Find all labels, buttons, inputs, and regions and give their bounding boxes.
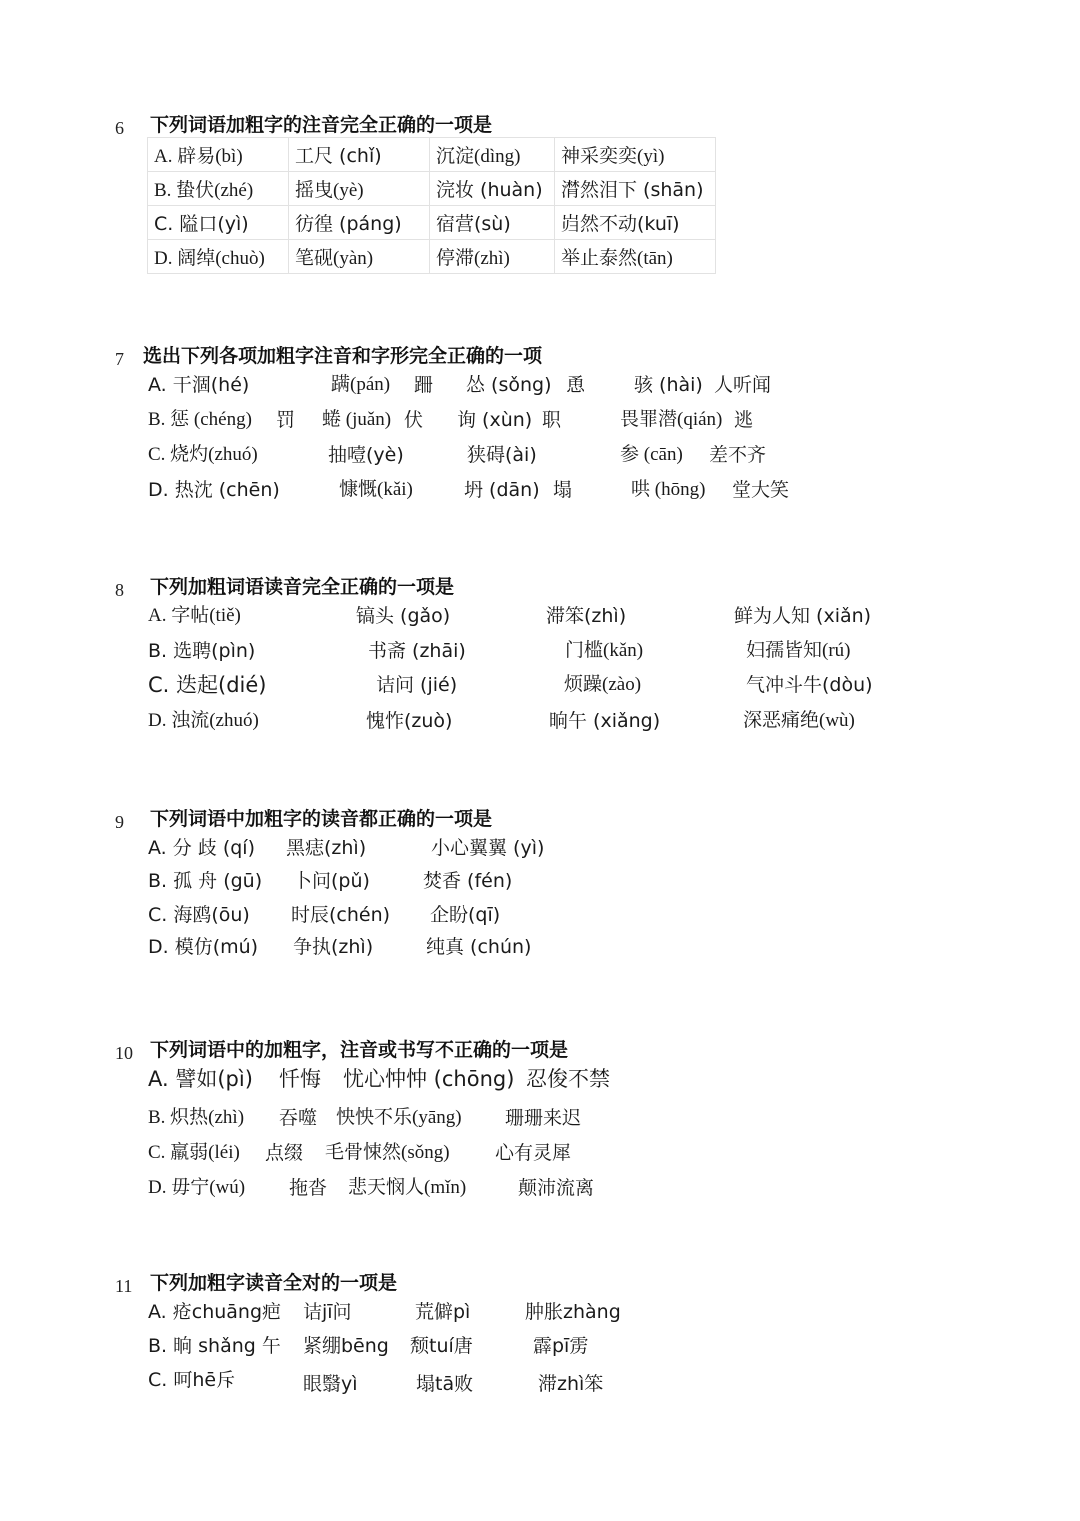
option-word: 逃 [734, 409, 754, 431]
option-c-label: C. 羸弱(léi) [148, 1142, 240, 1163]
option-word: 狭碍(ài) [467, 444, 537, 466]
option-row [0, 867, 1080, 901]
option-c-label: C. 迭起(dié) [148, 673, 267, 697]
option-word: 卜问(pǔ) [293, 870, 370, 892]
option-word: 蹒(pán) [331, 374, 391, 395]
option-word: 纯真 (chún) [426, 936, 532, 958]
option-cell: D. 阔绰(chuò) [148, 240, 289, 274]
option-row [0, 671, 1080, 705]
option-word: 堂大笑 [732, 479, 790, 501]
option-word: 小心翼翼 (yì) [431, 837, 545, 859]
option-d-label: D. 模仿(mú) [148, 936, 259, 958]
option-cell: 笔砚(yàn) [289, 240, 430, 274]
option-b-label: B. 晌 shǎng 午 [148, 1335, 281, 1357]
option-word: 差不齐 [709, 444, 767, 466]
option-row [0, 371, 1080, 405]
option-a-label: A. 字帖(tiě) [148, 605, 241, 626]
option-word: 荒僻pì [415, 1301, 471, 1323]
option-a-label: A. 干涸(hé) [148, 374, 250, 396]
option-d-label: D. 浊流(zhuó) [148, 710, 259, 731]
option-row [0, 901, 1080, 935]
option-cell: 彷徨 (páng) [289, 206, 430, 240]
question-stem: 下列词语加粗字的注音完全正确的一项是 [150, 114, 493, 136]
question-stem: 下列词语中加粗字的读音都正确的一项是 [150, 808, 493, 830]
option-word: 晌午 (xiǎng) [549, 710, 661, 732]
option-row [0, 1065, 1080, 1099]
option-a-label: A. 疮chuāng疤 [148, 1301, 282, 1323]
question-number: 9 [115, 812, 124, 832]
option-d-label: D. 热沈 (chēn) [148, 479, 280, 501]
option-b-label: B. 炽热(zhì) [148, 1107, 245, 1128]
question-number: 6 [115, 118, 124, 138]
option-word: 争执(zhì) [293, 936, 374, 958]
option-word: 霹pī雳 [533, 1335, 589, 1357]
option-word: 企盼(qī) [430, 904, 501, 926]
option-row [148, 240, 716, 274]
option-word: 塌tā败 [416, 1373, 474, 1395]
option-word: 颠沛流离 [518, 1177, 595, 1199]
option-word: 滞笨(zhì) [546, 605, 627, 627]
option-row [148, 138, 716, 172]
option-word: 悲天悯人(mǐn) [348, 1177, 467, 1198]
option-word: 颓tuí唐 [410, 1335, 473, 1357]
option-word: 诘问 (jié) [376, 674, 458, 696]
question-stem: 下列加粗词语读音完全正确的一项是 [150, 576, 455, 598]
option-word: 气冲斗牛(dòu) [746, 674, 873, 696]
option-d-label: D. 毋宁(wú) [148, 1177, 246, 1198]
option-cell: C. 隘口(yì) [148, 206, 289, 240]
option-word: 恿 [566, 374, 586, 396]
option-word: 人听闻 [714, 374, 772, 396]
option-row [0, 406, 1080, 440]
option-b-label: B. 选聘(pìn) [148, 640, 256, 662]
option-word: 哄 (hōng) [631, 479, 706, 500]
option-row [0, 933, 1080, 967]
option-word: 忍俊不禁 [526, 1067, 610, 1091]
option-row [148, 206, 716, 240]
option-word: 门槛(kǎn) [565, 640, 644, 661]
option-cell: 停滞(zhì) [430, 240, 555, 274]
option-word: 怏怏不乐(yāng) [336, 1107, 462, 1128]
option-cell: 举止泰然(tān) [555, 240, 716, 274]
option-word: 肿胀zhàng [525, 1301, 621, 1323]
question-stem: 下列词语中的加粗字，注音或书写不正确的一项是 [150, 1039, 569, 1061]
option-word: 坍 (dān) [464, 479, 540, 501]
question-number: 8 [115, 580, 124, 600]
option-cell: B. 蛰伏(zhé) [148, 172, 289, 206]
option-word: 眼翳yì [303, 1373, 358, 1395]
option-row [148, 172, 716, 206]
option-row [0, 637, 1080, 671]
option-row [0, 1298, 1080, 1332]
option-word: 书斋 (zhāi) [368, 640, 466, 662]
option-c-label: C. 呵hē斥 [148, 1369, 236, 1391]
question-stem: 下列加粗字读音全对的一项是 [150, 1272, 398, 1294]
option-word: 忏悔 [279, 1067, 321, 1091]
option-word: 跚 [414, 374, 434, 396]
option-word: 烦躁(zào) [564, 674, 642, 695]
option-cell: A. 辟易(bì) [148, 138, 289, 172]
option-word: 抽噎(yè) [328, 444, 404, 466]
options-table [147, 137, 716, 274]
option-word: 蜷 (juǎn) [322, 409, 392, 430]
option-word: 塌 [553, 479, 573, 501]
question-stem: 选出下列各项加粗字注音和字形完全正确的一项 [143, 345, 543, 367]
option-row [0, 476, 1080, 510]
option-word: 滞zhì笨 [538, 1373, 604, 1395]
option-c-label: C. 海鸥(ōu) [148, 904, 250, 926]
option-word: 毛骨悚然(sǒng) [325, 1142, 450, 1163]
option-word: 心有灵犀 [495, 1142, 572, 1164]
option-word: 吞噬 [279, 1107, 318, 1129]
option-word: 参 (cān) [620, 444, 683, 465]
option-word: 骇 (hài) [634, 374, 703, 396]
option-b-label: B. 孤 舟 (gū) [148, 870, 263, 892]
question-number: 11 [115, 1276, 133, 1296]
option-word: 鲜为人知 (xiǎn) [734, 605, 872, 627]
option-word: 忧心忡忡 (chōng) [343, 1067, 515, 1091]
option-word: 询 (xùn) [457, 409, 533, 431]
option-cell: 潸然泪下 (shān) [555, 172, 716, 206]
option-row [0, 441, 1080, 475]
option-word: 拖沓 [289, 1177, 328, 1199]
option-word: 珊珊来迟 [505, 1107, 582, 1129]
option-a-label: A. 分 歧 (qí) [148, 837, 255, 859]
option-word: 焚香 (fén) [423, 870, 513, 892]
option-word: 镐头 (gǎo) [356, 605, 451, 627]
option-row [0, 1174, 1080, 1208]
option-row [0, 707, 1080, 741]
option-row [0, 1332, 1080, 1366]
option-word: 愧怍(zuò) [366, 710, 453, 732]
option-word: 深恶痛绝(wù) [743, 710, 855, 731]
question-number: 7 [115, 349, 124, 369]
option-cell: 工尺 (chǐ) [289, 138, 430, 172]
question-number: 10 [115, 1043, 133, 1063]
option-row [0, 1104, 1080, 1138]
option-word: 伏 [404, 409, 424, 431]
option-row [0, 602, 1080, 636]
option-word: 诘jī问 [303, 1301, 352, 1323]
option-word: 职 [542, 409, 562, 431]
option-b-label: B. 惩 (chéng) [148, 409, 252, 430]
option-cell: 岿然不动(kuī) [555, 206, 716, 240]
option-cell: 沉淀(dìng) [430, 138, 555, 172]
option-cell: 浣妆 (huàn) [430, 172, 555, 206]
option-word: 黑痣(zhì) [286, 837, 367, 859]
option-word: 妇孺皆知(rú) [746, 640, 851, 661]
option-word: 时辰(chén) [291, 904, 391, 926]
option-word: 畏罪潜(qián) [620, 409, 723, 430]
option-cell: 宿营(sù) [430, 206, 555, 240]
option-word: 怂 (sǒng) [466, 374, 552, 396]
option-word: 紧绷bēng [303, 1335, 389, 1357]
option-word: 罚 [276, 409, 296, 431]
option-row [0, 1139, 1080, 1173]
option-row [0, 834, 1080, 868]
option-word: 慷慨(kǎi) [339, 479, 413, 500]
option-row [0, 1366, 1080, 1400]
option-word: 点缀 [265, 1142, 304, 1164]
option-c-label: C. 烧灼(zhuó) [148, 444, 258, 465]
option-cell: 神采奕奕(yì) [555, 138, 716, 172]
option-a-label: A. 譬如(pì) [148, 1067, 253, 1091]
option-cell: 摇曳(yè) [289, 172, 430, 206]
